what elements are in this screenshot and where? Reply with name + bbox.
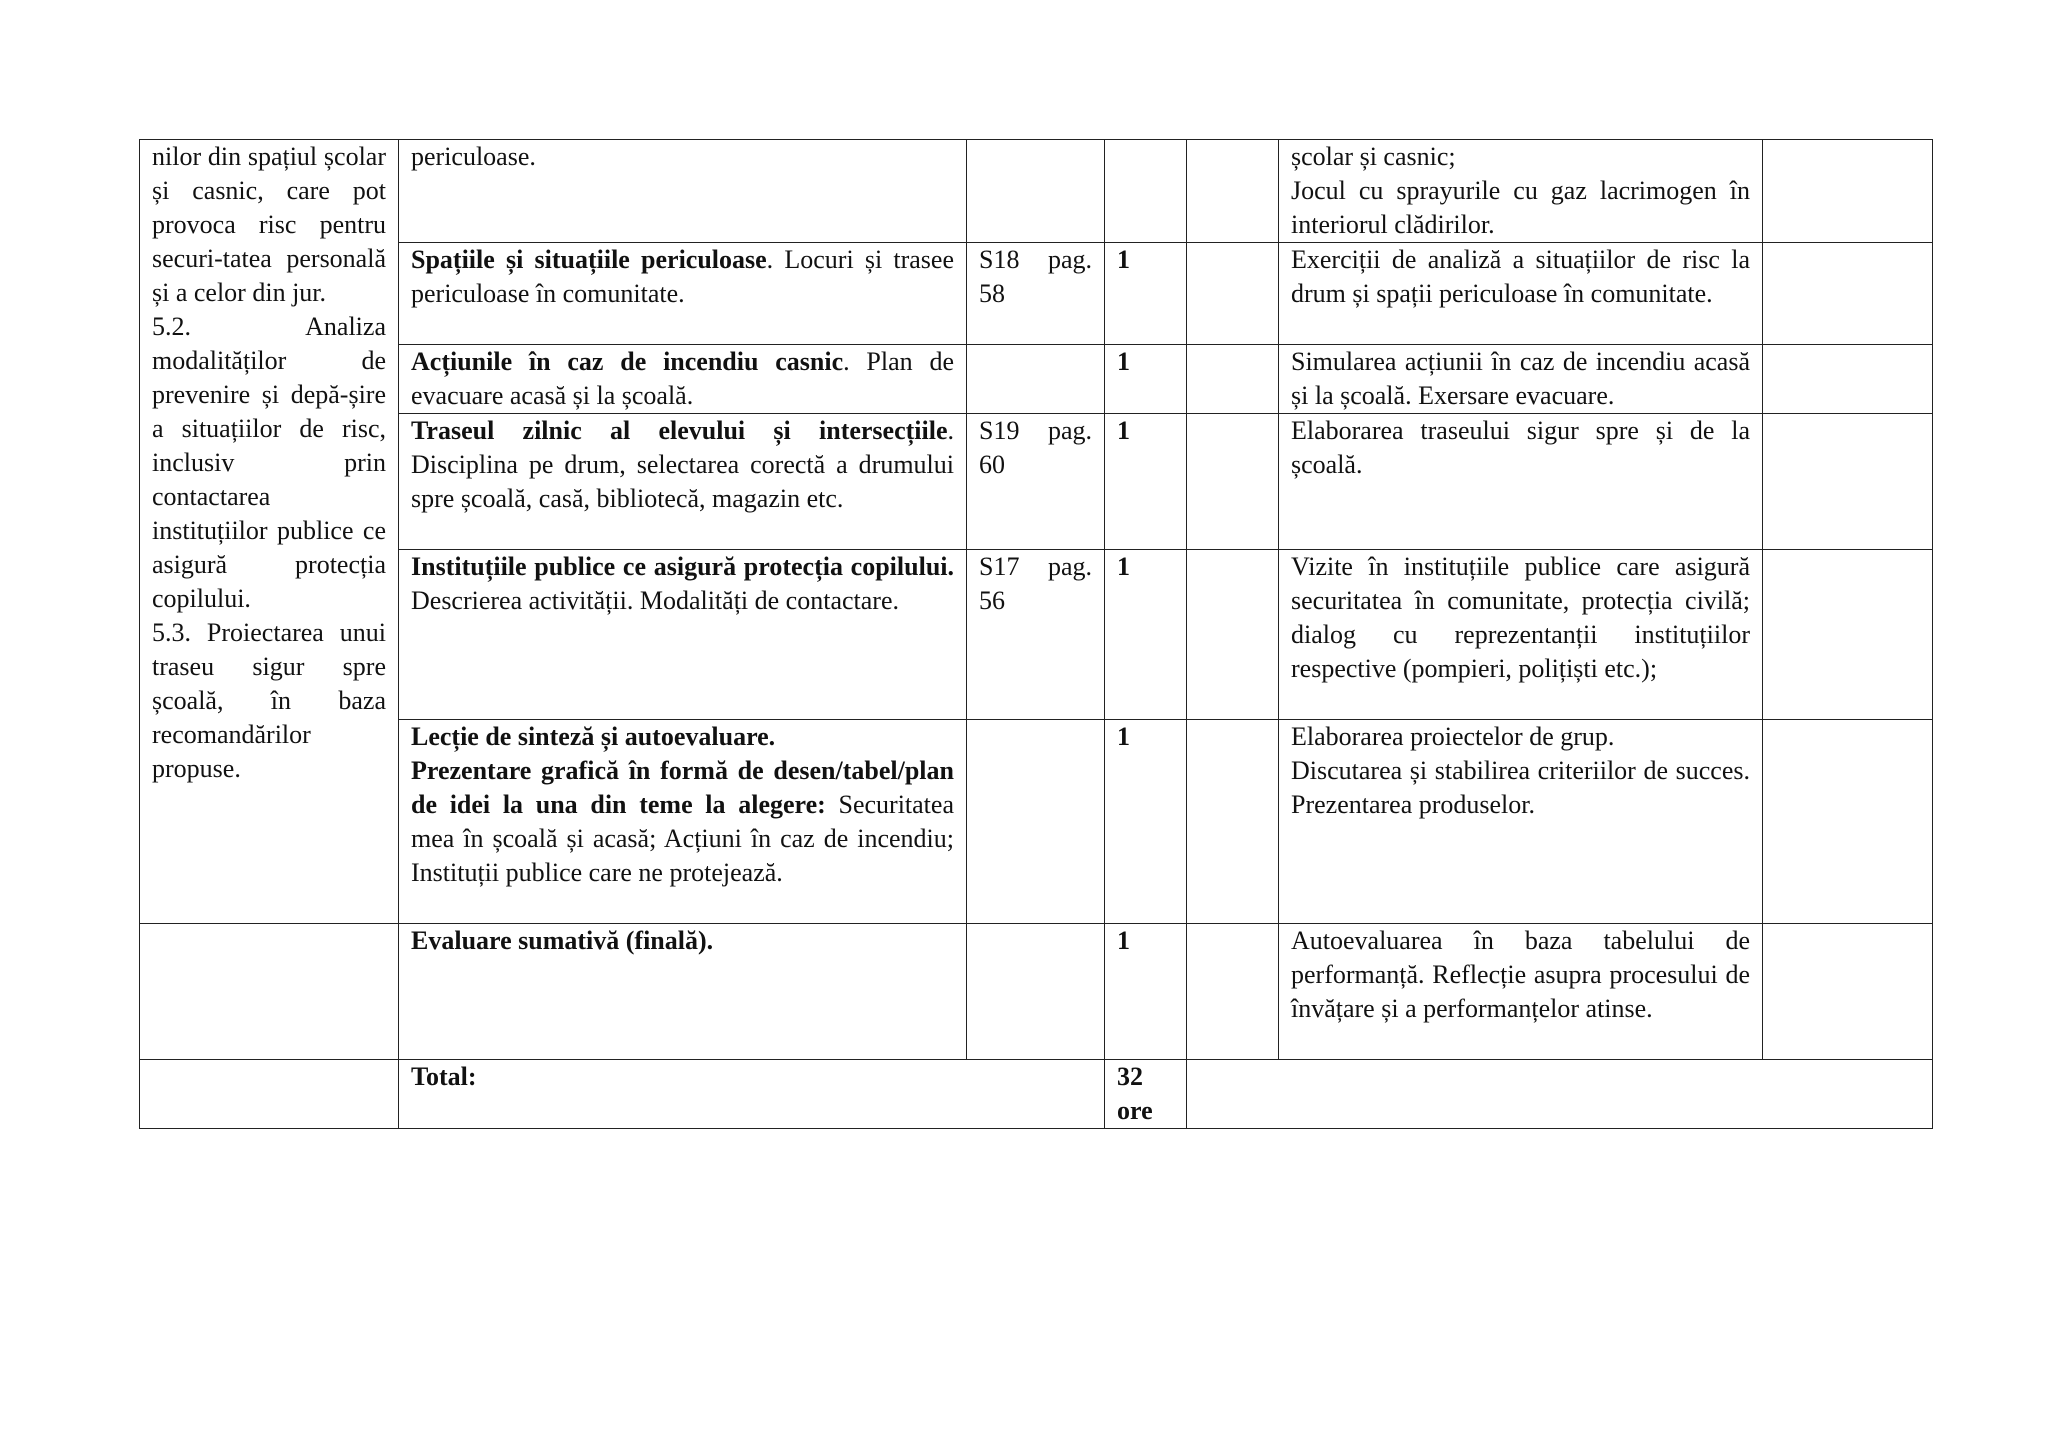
hours-cell [1105, 345, 1187, 414]
hours-cell [1105, 550, 1187, 720]
date-cell [1187, 243, 1279, 345]
competence-item-5-3: 5.3. Proiectarea unui traseu sigur spre școală, în baza recomandărilor propuse. [152, 618, 386, 783]
competence-cell [140, 140, 399, 924]
content-text: . Locuri și trasee periculoase în comunitate. [411, 245, 954, 308]
hours-text: 1 [1117, 926, 1130, 955]
content-cell [399, 550, 967, 720]
competence-text: nilor din spațiul școlar și casnic, care pot provoca risc pentru securi-tatea personală și a celor din jur. [152, 142, 386, 307]
date-cell [1187, 345, 1279, 414]
hours-cell [1105, 414, 1187, 550]
document-page [139, 139, 1932, 1129]
hours-text: 1 [1117, 552, 1130, 581]
total-hours-unit: ore [1117, 1096, 1153, 1125]
hours-cell [1105, 243, 1187, 345]
content-cell [399, 345, 967, 414]
content-text: Securitatea mea în școală și acasă; Acțiuni în caz de incendiu; Instituții publice care ne protejează. [411, 790, 954, 887]
activities-cell [1279, 243, 1763, 345]
date-cell [1187, 924, 1279, 1060]
source-text: S17 pag. 56 [979, 552, 1092, 615]
content-topic: Acțiunile în caz de incendiu casnic [411, 347, 844, 376]
activities-cell [1279, 924, 1763, 1060]
content-topic-secondary: Prezentare grafică în formă de desen/tabel/plan de idei la una din teme la alegere: [411, 756, 954, 819]
content-topic: Traseul zilnic al elevului și intersecțiile [411, 416, 948, 445]
source-cell [967, 924, 1105, 1060]
activity-line: Autoevaluarea în baza tabelului de performanță. Reflecție asupra procesului de învățare și a performanțelor atinse. [1291, 926, 1750, 1023]
table-row [140, 720, 1933, 924]
hours-text: 1 [1117, 722, 1130, 751]
table-row [140, 140, 1933, 243]
content-text: . Disciplina pe drum, selectarea corectă a drumului spre școală, casă, bibliotecă, magazin etc. [411, 416, 954, 513]
content-text: Descrierea activității. Modalități de contactare. [411, 586, 899, 615]
content-topic: Instituțiile publice ce asigură protecția copilului. [411, 552, 954, 581]
competence-item-5-2: 5.2. Analiza modalităților de prevenire și depă-șire a situațiilor de risc, inclusiv prin contactarea instituțiilor publice ce asigură protecția copilului. [152, 312, 386, 613]
summative-row [140, 924, 1933, 1060]
hours-cell [1105, 924, 1187, 1060]
date-cell [1187, 414, 1279, 550]
summative-label: Evaluare sumativă (finală). [411, 926, 714, 955]
table-row [140, 243, 1933, 345]
activities-cell [1279, 140, 1763, 243]
activity-line: Simularea acțiunii în caz de incendiu acasă și la școală. Exersare evacuare. [1291, 347, 1750, 410]
notes-cell [1763, 550, 1933, 720]
source-cell [967, 550, 1105, 720]
date-cell [1187, 140, 1279, 243]
notes-cell [1763, 140, 1933, 243]
hours-cell [1105, 140, 1187, 243]
total-label-cell [399, 1060, 1105, 1129]
source-cell [967, 345, 1105, 414]
notes-cell [1763, 243, 1933, 345]
date-cell [1187, 720, 1279, 924]
empty-cell [140, 924, 399, 1060]
table-row [140, 550, 1933, 720]
total-row [140, 1060, 1933, 1129]
lesson-plan-table [139, 139, 1933, 1129]
source-cell [967, 243, 1105, 345]
activity-line: Jocul cu sprayurile cu gaz lacrimogen în interiorul clădirilor. [1291, 176, 1750, 239]
source-text: S19 pag. 60 [979, 416, 1092, 479]
notes-cell [1763, 414, 1933, 550]
notes-cell [1763, 924, 1933, 1060]
activity-line: Elaborarea proiectelor de grup. [1291, 722, 1615, 751]
activity-line: Elaborarea traseului sigur spre și de la școală. [1291, 416, 1750, 479]
table-row [140, 345, 1933, 414]
activities-cell [1279, 550, 1763, 720]
content-cell [399, 140, 967, 243]
content-cell [399, 720, 967, 924]
source-text: S18 pag. 58 [979, 245, 1092, 308]
table-row [140, 414, 1933, 550]
total-hours-number: 32 [1117, 1062, 1143, 1091]
empty-cell [140, 1060, 399, 1129]
activity-line: Discutarea și stabilirea criteriilor de succes. Prezentarea produselor. [1291, 756, 1750, 819]
content-text: periculoase. [411, 142, 536, 171]
hours-text: 1 [1117, 416, 1130, 445]
hours-text: 1 [1117, 245, 1130, 274]
activities-cell [1279, 720, 1763, 924]
total-hours-cell [1105, 1060, 1187, 1129]
empty-cell [1187, 1060, 1933, 1129]
source-cell [967, 414, 1105, 550]
content-cell [399, 414, 967, 550]
content-topic: Lecție de sinteză și autoevaluare. [411, 722, 776, 751]
activities-cell [1279, 345, 1763, 414]
total-label: Total: [411, 1062, 477, 1091]
content-text: . Plan de evacuare acasă și la școală. [411, 347, 954, 410]
source-cell [967, 140, 1105, 243]
hours-cell [1105, 720, 1187, 924]
notes-cell [1763, 720, 1933, 924]
content-cell [399, 924, 967, 1060]
content-cell [399, 243, 967, 345]
activity-line: Exerciții de analiză a situațiilor de risc la drum și spații periculoase în comunitate. [1291, 245, 1750, 308]
activity-line: Vizite în instituțiile publice care asigură securitatea în comunitate, protecția civilă; dialog cu reprezentanții instituțiilor respective (pompieri, polițiști etc.); [1291, 552, 1750, 683]
activity-line: școlar și casnic; [1291, 142, 1456, 171]
source-cell [967, 720, 1105, 924]
date-cell [1187, 550, 1279, 720]
content-topic: Spațiile și situațiile periculoase [411, 245, 767, 274]
activities-cell [1279, 414, 1763, 550]
notes-cell [1763, 345, 1933, 414]
hours-text: 1 [1117, 347, 1130, 376]
